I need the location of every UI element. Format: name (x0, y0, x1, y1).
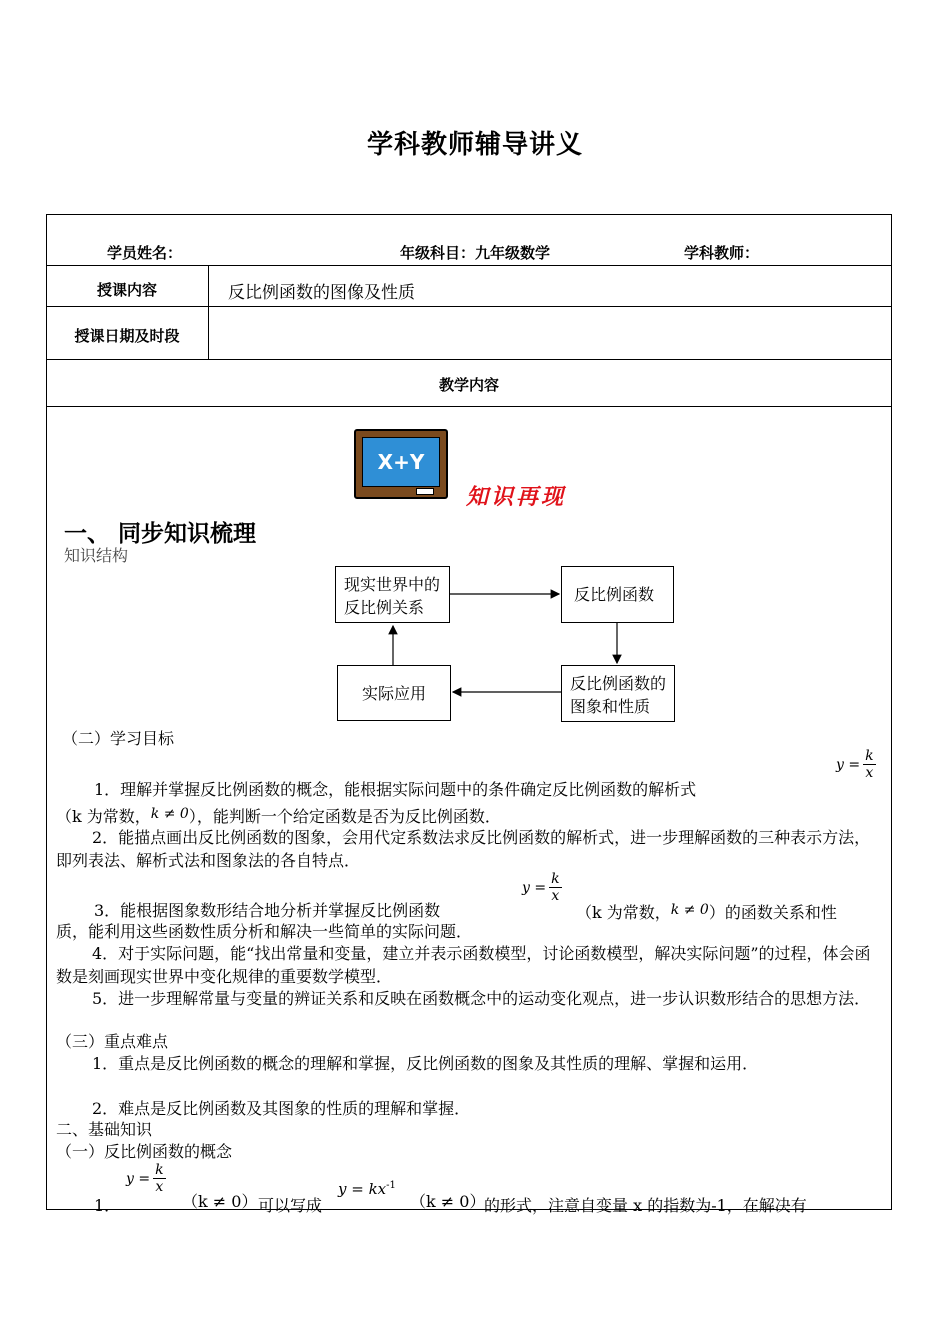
teaching-content-label: 教学内容 (438, 376, 499, 394)
grade-subject-label: 年级科目：九年级数学 (400, 244, 551, 262)
key-points-heading: （三）重点难点 (56, 1032, 169, 1051)
goal-1-cond-close: ），能判断一个给定函数是否为反比例函数． (188, 807, 501, 826)
key-point-2: 2．难点是反比例函数及其图象的性质的理解和掌握． (92, 1099, 471, 1118)
goal-4-text: 4．对于实际问题，能“找出常量和变量，建立并表示函数模型，讨论函数模型，解决实际问题”的过程，体会函数是刻画现实世界中变化规律的重要数学模型． (56, 944, 871, 986)
student-name-label: 学员姓名： (107, 244, 183, 262)
lesson-content-label: 授课内容 (96, 281, 157, 299)
goals-heading: （二）学习目标 (62, 729, 175, 748)
page-title: 学科教师辅导讲义 (366, 130, 583, 160)
formula-y-k-over-x (522, 871, 562, 904)
goal-3-cond-open: （k 为常数， (576, 903, 671, 922)
formula-exponent: -1 (386, 1180, 396, 1191)
concept-condition-2: （k ≠ 0） (410, 1192, 486, 1211)
knowledge-structure-label: 知识结构 (64, 546, 129, 565)
numerator: k (155, 1162, 164, 1178)
concept-item-number: 1． (94, 1196, 121, 1215)
goal-3-text-cont: 质，能利用这些函数性质分析和解决一些简单的实际问题． (56, 922, 473, 941)
goal-1-cond-open: （k 为常数， (56, 807, 151, 826)
goal-3-cond-close: ）的函数关系和性 (708, 903, 837, 922)
denominator: x (865, 765, 874, 781)
goal-1-text-cont (56, 803, 501, 828)
section-2-heading: 二、基础知识 (56, 1120, 153, 1139)
goal-3-text: 3．能根据图象数形结合地分析并掌握反比例函数 (94, 901, 441, 920)
formula-k-neq-0: k ≠ 0 (150, 806, 189, 822)
numerator: k (551, 871, 560, 887)
formula-y-kx: y = kx (338, 1180, 387, 1198)
diagram-box-graph-properties: 反比例函数的图象和性质 (561, 665, 675, 722)
chalkboard-text: X+Y (362, 437, 440, 487)
key-point-1: 1．重点是反比例函数的概念的理解和掌握，反比例函数的图象及其性质的理解、掌握和运用． (92, 1054, 759, 1073)
goal-1-text: 1．理解并掌握反比例函数的概念，能根据实际问题中的条件确定反比例函数的解析式 (94, 780, 697, 799)
fraction (549, 871, 561, 904)
denominator: x (551, 888, 560, 904)
diagram-box-application: 实际应用 (337, 665, 451, 721)
concept-heading: （一）反比例函数的概念 (56, 1142, 233, 1161)
formula-y-kx-inverse (338, 1180, 396, 1198)
badge-caption: 知识再现 (466, 484, 567, 510)
diagram-box-inverse-function: 反比例函数 (561, 566, 674, 623)
fraction (153, 1162, 165, 1195)
numerator: k (865, 748, 874, 764)
concept-text-mid: 可以写成 (258, 1196, 323, 1215)
goal-5-text: 5．进一步理解常量与变量的辨证关系和反映在函数概念中的运动变化观点，进一步认识数形结合的思想方法． (92, 989, 871, 1008)
section-heading: 一、 同步知识梳理 (64, 521, 257, 547)
concept-text-tail: 的形式，注意自变量 x 的指数为-1，在解决有 (484, 1196, 807, 1215)
goal-2-text: 2．能描点画出反比例函数的图象，会用代定系数法求反比例函数的解析式，进一步理解函数的三种表示方法，即列表法、解析式法和图象法的各自特点． (56, 828, 871, 870)
formula-y-k-over-x (126, 1162, 166, 1195)
goal-3-cond (576, 899, 837, 924)
lesson-date-label: 授课日期及时段 (74, 327, 180, 345)
formula-lhs: y = (522, 879, 547, 896)
diagram-box-real-world: 现实世界中的反比例关系 (335, 566, 450, 623)
formula-lhs: y = (126, 1170, 151, 1187)
lesson-content-value: 反比例函数的图像及性质 (228, 283, 415, 303)
concept-condition-1: （k ≠ 0） (182, 1192, 258, 1211)
denominator: x (155, 1179, 164, 1195)
fraction (863, 748, 875, 781)
formula-lhs: y = (836, 756, 861, 773)
formula-y-k-over-x (836, 748, 876, 781)
teacher-label: 学科教师： (684, 244, 760, 262)
formula-k-neq-0: k ≠ 0 (670, 902, 709, 918)
